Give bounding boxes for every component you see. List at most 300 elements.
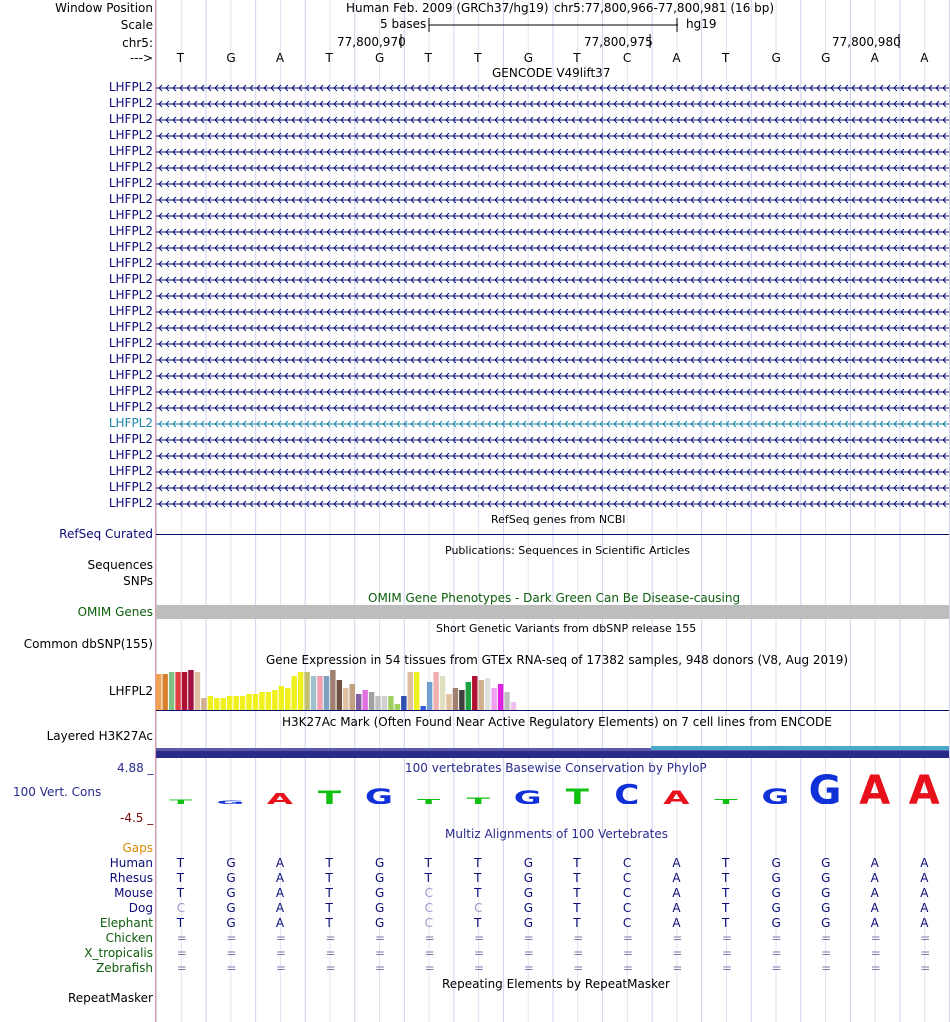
species-label-rhesus[interactable]: Rhesus [109, 871, 153, 885]
base-letter: A [672, 51, 681, 65]
alignment-base: = [375, 961, 386, 975]
gtex-tissue-bar[interactable] [298, 672, 303, 710]
alignment-base: A [870, 871, 879, 885]
tick-label-2: 77,800,975 [584, 35, 653, 49]
alignment-base: A [870, 916, 879, 930]
gene-label-lhfpl2[interactable]: LHFPL2 [108, 368, 153, 382]
alignment-base: = [920, 931, 931, 945]
gene-label-lhfpl2[interactable]: LHFPL2 [108, 144, 153, 158]
gencode-title[interactable]: GENCODE V49lift37 [492, 66, 611, 80]
gene-label-lhfpl2[interactable]: LHFPL2 [108, 128, 153, 142]
gene-label-lhfpl2[interactable]: LHFPL2 [108, 176, 153, 190]
alignment-base: = [176, 931, 187, 945]
alignment-base: A [275, 916, 285, 930]
species-label-mouse[interactable]: Mouse [114, 886, 153, 900]
alignment-base: G [523, 886, 534, 900]
gene-label-lhfpl2[interactable]: LHFPL2 [108, 304, 153, 318]
gene-label-lhfpl2[interactable]: LHFPL2 [108, 288, 153, 302]
alignment-base: = [721, 961, 733, 975]
base-letter: G [771, 51, 781, 65]
alignment-base: C [424, 886, 433, 900]
alignment-base: T [176, 886, 185, 900]
alignment-base: C [622, 871, 632, 885]
conservation-base-glyph: A [859, 772, 891, 804]
gene-label-lhfpl2[interactable]: LHFPL2 [108, 112, 153, 126]
gtex-tissue-bar[interactable] [317, 676, 322, 710]
species-label-dog[interactable]: Dog [128, 901, 153, 915]
gene-transcript[interactable] [156, 240, 949, 256]
alignment-base: = [325, 961, 336, 975]
alignment-base: = [226, 931, 237, 945]
gene-transcript[interactable] [156, 464, 949, 480]
conservation-base-glyph: A [663, 787, 690, 804]
alignment-base: A [920, 916, 929, 930]
gene-label-lhfpl2[interactable]: LHFPL2 [108, 160, 153, 174]
h3k27ac-signal[interactable] [156, 746, 949, 760]
alignment-base: G [226, 901, 236, 915]
alignment-base: = [226, 946, 237, 960]
gene-label-lhfpl2[interactable]: LHFPL2 [108, 208, 153, 222]
gtex-tissue-bar[interactable] [259, 692, 264, 710]
alignment-base: T [721, 871, 730, 885]
alignment-base: = [870, 946, 881, 960]
alignment-base: G [523, 901, 534, 915]
gtex-tissue-bar[interactable] [227, 696, 232, 710]
alignment-base: G [375, 856, 385, 870]
gene-transcript[interactable] [156, 288, 949, 304]
base-letter: T [474, 51, 482, 65]
alignment-base: G [821, 886, 831, 900]
alignment-base: A [870, 856, 879, 870]
gtex-tissue-bar[interactable] [169, 672, 174, 710]
gtex-tissue-bar[interactable] [214, 698, 219, 710]
gtex-tissue-bar[interactable] [401, 696, 406, 710]
alignment-base: = [523, 931, 534, 945]
alignment-base: C [424, 901, 433, 915]
gene-label-lhfpl2[interactable]: LHFPL2 [108, 336, 153, 350]
scale-db: hg19 [686, 17, 717, 31]
alignment-base: A [275, 901, 285, 915]
alignment-base: = [424, 946, 435, 960]
alignment-base: T [325, 856, 333, 870]
base-letter: T [721, 51, 730, 65]
alignment-base: T [573, 901, 581, 915]
alignment-base: G [821, 871, 831, 885]
base-letter: G [523, 51, 534, 65]
alignment-base: A [672, 871, 681, 885]
gtex-tissue-bar[interactable] [472, 676, 477, 710]
alignment-base: = [622, 961, 633, 975]
gtex-label[interactable]: LHFPL2 [108, 684, 153, 698]
gtex-tissue-bar[interactable] [446, 694, 451, 710]
conservation-base-glyph: T [565, 784, 589, 804]
h3k27ac-label[interactable]: Layered H3K27Ac [46, 729, 153, 743]
gtex-tissue-bar[interactable] [466, 682, 471, 710]
gene-label-lhfpl2[interactable]: LHFPL2 [108, 352, 153, 366]
base-letter: T [424, 51, 432, 65]
alignment-base: = [275, 946, 286, 960]
gtex-tissue-bar[interactable] [279, 686, 284, 710]
alignment-base: G [771, 871, 781, 885]
alignment-base: T [474, 886, 482, 900]
strand-label: ---> [129, 51, 153, 65]
alignment-base: = [672, 946, 683, 960]
base-letter: T [573, 51, 581, 65]
conservation-base-glyph: G [216, 800, 245, 804]
conservation-logo[interactable] [156, 772, 949, 804]
gtex-tissue-bar[interactable] [266, 692, 271, 710]
gtex-tissue-bar[interactable] [485, 678, 490, 710]
species-label-zebrafish[interactable]: Zebrafish [96, 961, 153, 975]
alignment-base: T [573, 871, 581, 885]
alignment-base: A [275, 856, 285, 870]
gene-label-lhfpl2[interactable]: LHFPL2 [108, 272, 153, 286]
conservation-label[interactable]: 100 Vert. Cons [13, 785, 102, 799]
alignment-base: = [573, 946, 584, 960]
alignment-base: = [672, 931, 683, 945]
gene-label-lhfpl2[interactable]: LHFPL2 [108, 96, 153, 110]
alignment-base: = [573, 931, 584, 945]
gene-transcript[interactable] [156, 224, 949, 240]
publications-title[interactable]: Publications: Sequences in Scientific Articles [445, 544, 690, 557]
gene-transcript[interactable] [156, 368, 949, 384]
gtex-tissue-bar[interactable] [233, 696, 238, 710]
scale-label: Scale [120, 18, 153, 32]
gene-transcript[interactable] [156, 176, 949, 192]
gene-transcript[interactable] [156, 416, 949, 432]
cons-ymin: -4.5 _ [120, 811, 154, 825]
gene-transcript[interactable] [156, 336, 949, 352]
alignment-base: G [771, 901, 781, 915]
alignment-base: A [672, 916, 681, 930]
species-label-chicken[interactable]: Chicken [105, 931, 153, 945]
alignment-base: = [474, 931, 485, 945]
alignment-base: G [523, 856, 534, 870]
base-letter: T [176, 51, 185, 65]
alignment-base: = [721, 931, 733, 945]
cons-ymax: 4.88 _ [117, 761, 154, 775]
alignment-base: T [424, 856, 432, 870]
gtex-tissue-bar[interactable] [388, 696, 393, 710]
gtex-tissue-bar[interactable] [343, 688, 348, 710]
gtex-tissue-bar[interactable] [440, 676, 445, 710]
refseq-line [156, 534, 949, 535]
alignment-base: = [920, 946, 931, 960]
gene-transcript[interactable] [156, 496, 949, 512]
alignment-base: T [474, 856, 482, 870]
repeatmasker-title[interactable]: Repeating Elements by RepeatMasker [442, 977, 670, 991]
alignment-base: = [523, 946, 534, 960]
alignment-base: = [821, 961, 832, 975]
multiz-title[interactable]: Multiz Alignments of 100 Vertebrates [445, 827, 669, 841]
alignment-base: A [920, 871, 929, 885]
gene-label-lhfpl2[interactable]: LHFPL2 [108, 224, 153, 238]
gtex-tissue-bar[interactable] [311, 676, 316, 710]
gtex-tissue-bar[interactable] [414, 672, 419, 710]
gtex-tissue-bar[interactable] [453, 688, 458, 710]
gtex-tissue-bar[interactable] [491, 688, 496, 710]
base-letter: G [226, 51, 236, 65]
gtex-tissue-bar[interactable] [498, 684, 503, 710]
species-label-elephant[interactable]: Elephant [99, 916, 153, 930]
gtex-tissue-bar[interactable] [369, 692, 374, 710]
assembly-name: Human Feb. 2009 (GRCh37/hg19) [346, 1, 549, 15]
alignment-base: C [424, 916, 433, 930]
gene-label-lhfpl2[interactable]: LHFPL2 [108, 192, 153, 206]
gene-transcript[interactable] [156, 304, 949, 320]
scale-text: 5 bases [380, 17, 427, 31]
alignment-base: G [821, 856, 831, 870]
gene-transcript[interactable] [156, 208, 949, 224]
alignment-base: G [226, 886, 236, 900]
species-label-human[interactable]: Human [109, 856, 153, 870]
alignment-base: T [573, 856, 581, 870]
gene-transcript[interactable] [156, 256, 949, 272]
gtex-tissue-bar[interactable] [504, 692, 509, 710]
gtex-tissue-bar[interactable] [330, 670, 335, 710]
gaps-label: Gaps [122, 841, 153, 855]
alignment-base: G [523, 871, 534, 885]
gene-label-lhfpl2[interactable]: LHFPL2 [108, 240, 153, 254]
gene-label-lhfpl2[interactable]: LHFPL2 [108, 256, 153, 270]
gene-transcript[interactable] [156, 432, 949, 448]
gene-transcript[interactable] [156, 192, 949, 208]
alignment-base: = [721, 946, 733, 960]
base-letter: G [821, 51, 831, 65]
alignment-base: T [573, 886, 581, 900]
alignment-base: G [771, 886, 781, 900]
alignment-base: = [821, 946, 832, 960]
alignment-base: T [325, 901, 333, 915]
gtex-tissue-bar[interactable] [337, 680, 342, 710]
gene-label-lhfpl2[interactable]: LHFPL2 [108, 80, 153, 94]
gene-label-lhfpl2[interactable]: LHFPL2 [108, 400, 153, 414]
omim-label[interactable]: OMIM Genes [77, 605, 153, 619]
alignment-base: T [325, 871, 333, 885]
alignment-base: T [176, 871, 185, 885]
tick-label-1: 77,800,970 [337, 35, 406, 49]
gtex-tissue-bar[interactable] [221, 698, 226, 710]
gtex-tissue-bar[interactable] [246, 694, 251, 710]
gene-transcript[interactable] [156, 80, 949, 96]
alignment-base: G [375, 886, 385, 900]
gtex-tissue-bar[interactable] [162, 674, 167, 710]
alignment-base: = [771, 931, 782, 945]
alignment-base: = [424, 961, 435, 975]
alignment-base: = [325, 931, 336, 945]
gtex-tissue-bar[interactable] [375, 696, 380, 710]
alignment-base: G [226, 856, 236, 870]
gtex-tissue-bar[interactable] [253, 694, 258, 710]
gene-transcript[interactable] [156, 320, 949, 336]
conservation-title[interactable]: 100 vertebrates Basewise Conservation by PhyloP [405, 761, 707, 775]
conservation-base-glyph: T [714, 797, 738, 804]
conservation-base-glyph: G [513, 787, 542, 804]
alignment-base: = [275, 931, 286, 945]
alignment-base: = [275, 961, 286, 975]
alignment-base: = [622, 946, 633, 960]
alignment-base: = [672, 961, 683, 975]
gene-label-lhfpl2[interactable]: LHFPL2 [108, 496, 153, 510]
alignment-base: A [672, 901, 681, 915]
alignment-base: T [721, 916, 730, 930]
alignment-base: T [176, 916, 185, 930]
dbsnp-label[interactable]: Common dbSNP(155) [23, 637, 153, 651]
conservation-base-glyph: C [614, 779, 640, 804]
alignment-base: G [821, 916, 831, 930]
gene-label-lhfpl2[interactable]: LHFPL2 [108, 416, 153, 430]
conservation-base-glyph: T [317, 787, 342, 804]
base-letter: A [275, 51, 285, 65]
gtex-tissue-bar[interactable] [511, 702, 516, 710]
alignment-base: = [870, 931, 881, 945]
alignment-base: A [275, 886, 285, 900]
window-position-label: Window Position [55, 1, 153, 15]
omim-bar[interactable] [156, 605, 949, 619]
gene-transcript[interactable] [156, 400, 949, 416]
alignment-base: = [771, 961, 782, 975]
gene-transcript[interactable] [156, 128, 949, 144]
gene-label-lhfpl2[interactable]: LHFPL2 [108, 480, 153, 494]
gene-transcript[interactable] [156, 448, 949, 464]
gene-transcript[interactable] [156, 480, 949, 496]
gene-transcript[interactable] [156, 96, 949, 112]
alignment-base: = [474, 961, 485, 975]
h3k27ac-title[interactable]: H3K27Ac Mark (Often Found Near Active Regulatory Elements) on 7 cell lines from ENCODE [282, 715, 832, 729]
gtex-tissue-bar[interactable] [208, 696, 213, 710]
alignment-base: G [226, 916, 236, 930]
base-letter: A [870, 51, 879, 65]
gtex-tissue-bar[interactable] [408, 672, 413, 710]
gtex-tissue-bar[interactable] [291, 676, 296, 710]
alignment-base: = [920, 961, 931, 975]
gtex-tissue-bar[interactable] [304, 672, 309, 710]
alignment-base: C [474, 901, 483, 915]
alignment-base: A [920, 901, 929, 915]
base-letter: T [325, 51, 333, 65]
gtex-tissue-bar[interactable] [479, 680, 484, 710]
gene-label-lhfpl2[interactable]: LHFPL2 [108, 432, 153, 446]
gene-transcript[interactable] [156, 144, 949, 160]
alignment-base: A [275, 871, 285, 885]
gtex-tissue-bar[interactable] [175, 672, 180, 710]
alignment-base: T [176, 856, 185, 870]
omim-title[interactable]: OMIM Gene Phenotypes - Dark Green Can Be Disease-causing [368, 591, 741, 605]
alignment-base: = [523, 961, 534, 975]
alignment-base: G [226, 871, 236, 885]
scale-bar [428, 16, 680, 34]
gtex-tissue-bar[interactable] [182, 672, 187, 710]
gtex-tissue-bar[interactable] [356, 694, 361, 710]
alignment-base: = [573, 961, 584, 975]
gtex-tissue-bar[interactable] [382, 696, 387, 710]
repeatmasker-label[interactable]: RepeatMasker [67, 991, 153, 1005]
alignment-base: G [771, 916, 781, 930]
window-position[interactable]: chr5:77,800,966-77,800,981 (16 bp) [554, 1, 775, 15]
conservation-base-glyph: G [365, 784, 393, 804]
alignment-base: A [672, 886, 681, 900]
gene-transcript[interactable] [156, 272, 949, 288]
gtex-tissue-bar[interactable] [459, 690, 464, 710]
snps-label[interactable]: SNPs [123, 574, 153, 588]
alignment-base: A [920, 856, 929, 870]
tick-marks [400, 34, 920, 50]
gene-transcript[interactable] [156, 160, 949, 176]
alignment-base: = [870, 961, 881, 975]
alignment-base: A [672, 856, 681, 870]
alignment-base: T [721, 886, 730, 900]
gtex-tissue-bar[interactable] [427, 682, 432, 710]
alignment-base: T [325, 886, 333, 900]
gtex-tissue-bar[interactable] [324, 676, 329, 710]
conservation-base-glyph: A [908, 772, 940, 804]
alignment-base: = [375, 931, 386, 945]
base-letter: G [375, 51, 385, 65]
conservation-base-glyph: A [266, 790, 294, 804]
alignment-base: A [870, 886, 879, 900]
gtex-tissue-bar[interactable] [240, 696, 245, 710]
gtex-tissue-bar[interactable] [285, 688, 290, 710]
alignment-base: T [721, 901, 730, 915]
alignment-base: T [474, 916, 482, 930]
gtex-tissue-bar[interactable] [156, 674, 161, 710]
alignment-base: = [622, 931, 633, 945]
alignment-base: C [622, 856, 632, 870]
alignment-base: T [474, 871, 482, 885]
gene-label-lhfpl2[interactable]: LHFPL2 [108, 464, 153, 478]
alignment-base: G [523, 916, 534, 930]
alignment-base: G [375, 871, 385, 885]
alignment-base: = [821, 931, 832, 945]
refseq-title[interactable]: RefSeq genes from NCBI [491, 513, 626, 526]
conservation-base-glyph: T [169, 798, 193, 804]
gtex-baseline [156, 710, 949, 711]
gtex-tissue-bar[interactable] [188, 670, 193, 710]
gene-transcript[interactable] [156, 384, 949, 400]
species-label-x_tropicalis[interactable]: X_tropicalis [84, 946, 153, 960]
gtex-tissue-bar[interactable] [350, 684, 355, 710]
conservation-base-glyph: T [466, 795, 490, 804]
gtex-title[interactable]: Gene Expression in 54 tissues from GTEx RNA-seq of 17382 samples, 948 donors (V8, Aug 2019) [266, 653, 849, 667]
alignment-base: C [622, 901, 632, 915]
gtex-tissue-bar[interactable] [433, 672, 438, 710]
alignment-base: = [771, 946, 782, 960]
alignment-base: T [573, 916, 581, 930]
gene-label-lhfpl2[interactable]: LHFPL2 [108, 448, 153, 462]
alignment-base: G [375, 901, 385, 915]
gene-label-lhfpl2[interactable]: LHFPL2 [108, 384, 153, 398]
refseq-label[interactable]: RefSeq Curated [59, 527, 153, 541]
alignment-base: T [721, 856, 730, 870]
dbsnp-title[interactable]: Short Genetic Variants from dbSNP release 155 [436, 622, 697, 635]
gene-label-lhfpl2[interactable]: LHFPL2 [108, 320, 153, 334]
alignment-base: G [771, 856, 781, 870]
gene-transcript[interactable] [156, 352, 949, 368]
gtex-tissue-bar[interactable] [272, 690, 277, 710]
conservation-base-glyph: T [417, 797, 441, 804]
gtex-tissue-bar[interactable] [195, 672, 200, 710]
gtex-bar-chart[interactable] [156, 668, 536, 710]
sequences-label[interactable]: Sequences [87, 558, 153, 572]
base-letter: C [622, 51, 632, 65]
alignment-base: = [424, 931, 435, 945]
conservation-base-glyph: G [808, 772, 842, 804]
gtex-tissue-bar[interactable] [362, 690, 367, 710]
gtex-tissue-bar[interactable] [201, 698, 206, 710]
tick-label-3: 77,800,980 [832, 35, 901, 49]
alignment-base: C [176, 901, 186, 915]
gene-transcript[interactable] [156, 112, 949, 128]
